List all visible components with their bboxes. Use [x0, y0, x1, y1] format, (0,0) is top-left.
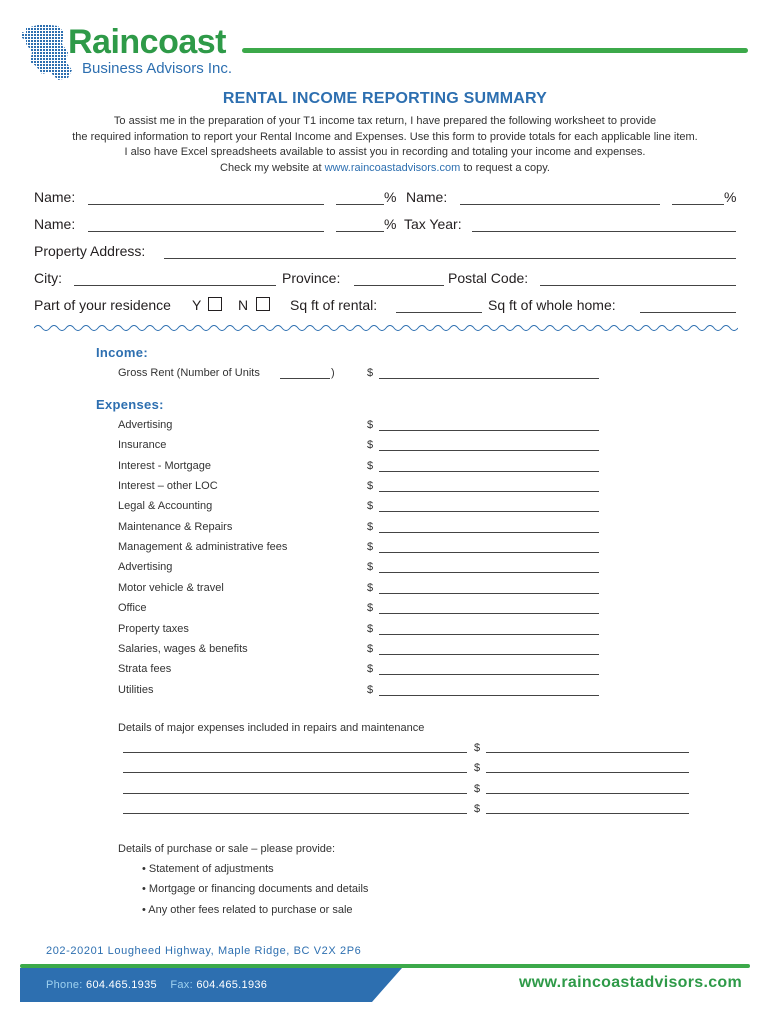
sqft-rental-label: Sq ft of rental:: [290, 297, 378, 313]
expense-label: Strata fees: [118, 663, 172, 676]
property-address-label: Property Address:: [34, 243, 146, 259]
expense-amount-field[interactable]: [379, 593, 599, 594]
intro-line: I also have Excel spreadsheets available to assist you in recording and totaling your income and expenses.: [124, 146, 646, 158]
footer-contact: [46, 979, 267, 991]
dollar-sign: $: [367, 459, 374, 472]
sqft-rental-field[interactable]: [396, 312, 482, 313]
expense-label: Office: [118, 602, 147, 615]
percent-sign: %: [724, 189, 737, 205]
expense-amount-field[interactable]: [379, 634, 599, 635]
brand-name: Raincoast: [68, 23, 226, 61]
wave-divider: [34, 322, 738, 334]
percent-sign: %: [384, 189, 397, 205]
dollar-sign: $: [367, 642, 374, 655]
bullet-item: • Mortgage or financing documents and details: [142, 883, 369, 895]
dollar-sign: $: [367, 520, 374, 533]
expense-amount-field[interactable]: [379, 552, 599, 553]
dollar-sign: $: [367, 439, 374, 452]
tax-year-field[interactable]: [472, 231, 736, 232]
repair-detail-description-field[interactable]: [123, 793, 467, 794]
dollar-sign: $: [367, 419, 374, 431]
expense-label: Interest – other LOC: [118, 480, 218, 493]
name-label: Name:: [34, 189, 76, 205]
repair-detail-description-field[interactable]: [123, 813, 467, 814]
number-of-units-field[interactable]: [280, 378, 330, 379]
expense-amount-field[interactable]: [379, 695, 599, 696]
income-heading: Income:: [96, 345, 148, 360]
repair-detail-description-field[interactable]: [123, 752, 467, 753]
dollar-sign: $: [367, 561, 374, 574]
dollar-sign: $: [474, 782, 481, 795]
dollar-sign: $: [367, 500, 374, 513]
name-3-field[interactable]: [88, 231, 324, 232]
dollar-sign: $: [367, 541, 374, 554]
expense-amount-field[interactable]: [379, 471, 599, 472]
intro-paragraph: [20, 114, 750, 176]
expense-amount-field[interactable]: [379, 491, 599, 492]
dollar-sign: $: [474, 742, 481, 754]
expense-label: Property taxes: [118, 622, 189, 635]
dollar-sign: $: [474, 762, 481, 775]
expense-label: Advertising: [118, 561, 173, 574]
city-label: City:: [34, 270, 62, 286]
name-1-field[interactable]: [88, 204, 324, 205]
name-label: Name:: [406, 189, 448, 205]
repair-detail-amount-field[interactable]: [486, 813, 689, 814]
brand-subtitle: Business Advisors Inc.: [82, 60, 233, 77]
gross-rent-close: ): [331, 367, 335, 379]
bullet-item: • Any other fees related to purchase or sale: [142, 904, 353, 916]
expense-label: Legal & Accounting: [118, 500, 213, 513]
dollar-sign: $: [474, 802, 481, 815]
website-link[interactable]: www.raincoastadvisors.com: [324, 161, 461, 174]
intro-line: [20, 161, 750, 177]
expense-amount-field[interactable]: [379, 450, 599, 451]
footer-website-link[interactable]: www.raincoastadvisors.com: [519, 974, 742, 991]
dollar-sign: $: [367, 663, 374, 676]
fax-number: 604.465.1936: [196, 979, 268, 991]
no-label: N: [238, 297, 249, 313]
name-2-field[interactable]: [460, 204, 660, 205]
percent-sign: %: [384, 216, 397, 232]
intro-text: to request a copy.: [460, 161, 550, 174]
gross-rent-amount-field[interactable]: [379, 378, 599, 379]
expense-label: Interest - Mortgage: [118, 459, 211, 472]
expense-amount-field[interactable]: [379, 654, 599, 655]
repair-detail-amount-field[interactable]: [486, 772, 689, 773]
dollar-sign: $: [367, 683, 374, 696]
sqft-home-field[interactable]: [640, 312, 736, 313]
repair-detail-description-field[interactable]: [123, 772, 467, 773]
gross-rent-label: Gross Rent (Number of Units: [118, 367, 260, 379]
expense-label: Motor vehicle & travel: [118, 581, 224, 594]
intro-line: the required information to report your Rental Income and Expenses. Use this form to provide totals for each applicable line item.: [72, 130, 698, 143]
expense-label: Salaries, wages & benefits: [118, 642, 248, 655]
fax-label: Fax:: [170, 979, 193, 991]
details-repairs-label: Details of major expenses included in repairs and maintenance: [118, 722, 425, 734]
expense-amount-field[interactable]: [379, 572, 599, 573]
postal-code-label: Postal Code:: [448, 270, 529, 286]
part-of-residence-label: Part of your residence: [34, 297, 171, 313]
phone-label: Phone:: [46, 979, 83, 991]
no-checkbox[interactable]: [256, 297, 270, 311]
dollar-sign: $: [367, 622, 374, 635]
bullet-item: • Statement of adjustments: [142, 863, 274, 875]
expense-amount-field[interactable]: [379, 532, 599, 533]
yes-label: Y: [192, 297, 202, 313]
ownership-3-percent-field[interactable]: [336, 231, 384, 232]
expense-amount-field[interactable]: [379, 511, 599, 512]
page-title: RENTAL INCOME REPORTING SUMMARY: [222, 90, 548, 107]
footer-address: 202-20201 Lougheed Highway, Maple Ridge, BC V2X 2P6: [46, 945, 362, 957]
sqft-home-label: Sq ft of whole home:: [488, 297, 616, 313]
dollar-sign: $: [367, 602, 374, 615]
header-rule: [242, 48, 748, 53]
province-field[interactable]: [354, 285, 444, 286]
province-label: Province:: [282, 270, 341, 286]
postal-code-field[interactable]: [540, 285, 736, 286]
details-purchase-label: Details of purchase or sale – please provide:: [118, 843, 336, 855]
repair-detail-amount-field[interactable]: [486, 793, 689, 794]
property-address-field[interactable]: [164, 258, 736, 259]
expense-amount-field[interactable]: [379, 674, 599, 675]
expense-label: Insurance: [118, 439, 167, 452]
dollar-sign: $: [367, 480, 374, 493]
city-field[interactable]: [74, 285, 276, 286]
dollar-sign: $: [367, 367, 374, 379]
yes-checkbox[interactable]: [208, 297, 222, 311]
ownership-1-percent-field[interactable]: [336, 204, 384, 205]
expense-label: Management & administrative fees: [118, 541, 288, 554]
tax-year-label: Tax Year:: [404, 216, 462, 232]
repair-detail-amount-field[interactable]: [486, 752, 689, 753]
expense-amount-field[interactable]: [379, 430, 599, 431]
expense-label: Utilities: [118, 683, 154, 696]
expense-label: Advertising: [118, 419, 173, 431]
expense-amount-field[interactable]: [379, 613, 599, 614]
intro-text: Check my website at: [220, 161, 325, 174]
name-label: Name:: [34, 216, 76, 232]
expenses-heading: Expenses:: [96, 397, 164, 412]
phone-number: 604.465.1935: [86, 979, 157, 991]
ownership-2-percent-field[interactable]: [672, 204, 724, 205]
expense-label: Maintenance & Repairs: [118, 520, 233, 533]
intro-line: To assist me in the preparation of your T1 income tax return, I have prepared the following worksheet to provide: [113, 115, 657, 127]
dollar-sign: $: [367, 581, 374, 594]
